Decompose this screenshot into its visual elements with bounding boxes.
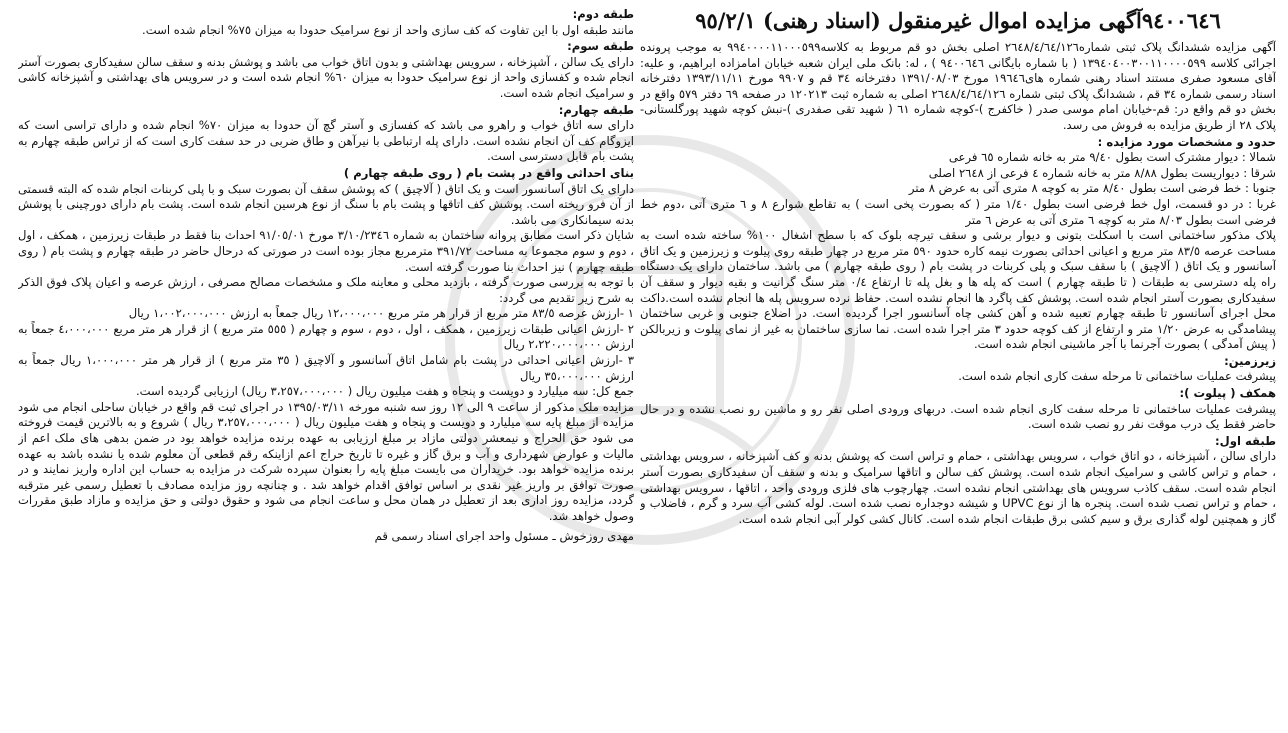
third-floor-heading: طبقه سوم:: [567, 39, 634, 54]
ground-floor-heading: همکف ( پیلوت ):: [1179, 386, 1276, 401]
third-floor-text: دارای یک سالن ، آشپزخانه ، سرویس بهداشتی و بدون اتاق خواب می باشد و پوشش بدنه و سقف سالن سفیدکاری بصورت آستر انجام شده و کفسازی واحد از نوع سرامیک حدودا به میزان ٦٠% انجام شده است و در سرویس های بهداشتی و آشپزخانه کاشی و سرامیک انجام شده است.: [18, 54, 634, 100]
auction-terms: مزایده ملک مذکور از ساعت ٩ الی ١٢ روز سه شنبه مورخه ١٣٩٥/٠٣/١١ در اجرای ثبت قم واقع در خیابان ساحلی انجام می شود مزایده از مبلغ پایه سه میلیارد و دویست و پنجاه و هفت میلیون ریال ( ٣،٢٥٧،٠٠٠،٠٠٠ ریال ) شروع و به بالاترین قیمت فروخته می شود حق الحراج و نیمعشر دولتی مازاد بر مبلغ ارزیابی به عهده برنده مزایده خواهد بود در ضمن بدهی های ملک اعم از مالیات و عوارض شهرداری و آب و برق گاز و غیره تا تاریخ حراج اعم ازاینکه رقم قطعی آن معلوم شده یا نشده باشد به عهده برنده مزایده خواهد بود. خریداران می بایست مبلغ پایه را بعنوان سپرده شرکت در مزایده به حساب این اداره واریز نمایند و در صورت توافق بر واریز غیر نقدی بر اساس توافق اقدام خواهد شد . و چنانچه روز مزایده مصادف با تعطیل رسمی غیر مترقبه گردد، مزایده روز اداری بعد از تعطیل در همان محل و ساعت انجام می شود و حقوق دولتی و حق مزایده و مازاد طبق مقررات وصول خواهد شد.: [18, 399, 634, 523]
valuation-intro: با توجه به بررسی صورت گرفته ، بازدید محلی و معاینه ملک و مشخصات مصالح مصرفی ، ارزش عرصه و اعیان پلاک فوق الذکر به شرح زیر تقدیم می گردد:: [18, 275, 634, 305]
roof-text: دارای یک اتاق آسانسور است و یک اتاق ( آلاچیق ) که پوشش سقف آن بصورت سبک و با پلی کربنات انجام شده که البته قسمتی از آن فرو ریخته است. پوشش کف اتاقها و پشت بام با سنگ از نوع هرسین انجام شده است. پشت بام دارای دورچینی با پوشش بدنه سیمانکاری می باشد.: [18, 181, 634, 227]
first-floor-text: دارای سالن ، آشپزخانه ، دو اتاق خواب ، سرویس بهداشتی ، حمام و تراس است که پوشش بدنه و کف آشپزخانه ، سرویس بهداشتی ، حمام و تراس کاشی و سرامیک انجام شده است. پوشش کف سالن و اتاقها سرامیک و بدنه و سقف آن سفیدکاری بصورت آستر انجام شده است. سقف کاذب سرویس های بهداشتی انجام نشده است. چهارچوب های فلزی ورودی واحد ، اتاقها ، سرویس بهداشتی ، حمام و تراس نصب شده است. پنجره ها از نوع UPVC و شیشه دوجداره نصب شده است. لوله کشی آب سرد و گرم ، فاضلاب و گاز و همچنین لوله گذاری برق و سیم کشی برق طبقات انجام شده است. کانال کشی کولر آبی انجام شده است.: [640, 449, 1276, 526]
notice-title: ٩٤٠٠٦٤٦آگهی مزایده اموال غیرمنقول (اسناد رهنی) ٩٥/٢/١: [695, 8, 1221, 33]
bound-south: جنوبا : خط فرضی است بطول ٨/٤٠ متر به کوچه ٨ متری آتی به عرض ٨ متر: [908, 181, 1276, 196]
valuation-item-2: ٢ -ارزش اعیانی طبقات زیرزمین ، همکف ، اول ، دوم ، سوم و چهارم ( ٥٥٥ متر مربع ) از قرار هر متر مربع ٤،٠٠٠،٠٠٠ جمعاً به ارزش ٢،٢٢٠،٠٠٠،٠٠٠ ریال: [18, 321, 634, 352]
intro-paragraph: آگهی مزایده ششدانگ پلاک ثبتی شماره٢٦٤٨/٤/٦٤/١٢٦ اصلی بخش دو قم مربوط به کلاسه٩٩٤٠٠٠٠١١٠٠٠٥٩٩ به موجب پرونده اجرائی کلاسه ١٣٩٤٠٤٠٠٣٠٠١١٠٠٠٠٥٩٩ ( با شماره بایگانی ٩٤٠٠٦٤٦ ) ، له: بانک ملی ایران شعبه خیابان امامزاده ابراهیم، و علیه: آقای مسعود صفری مستند اسناد رهنی شماره های١٩٦٤٦ مورخ ١٣٩١/٠٨/٠٣ دفترخانه ٣٤ قم و ٩٩٠٧ مورخ ١٣٩٣/١١/١١ دفترخانه اسناد رسمی شماره ٣٤ قم ، ششدانگ پلاک ثبتی شماره ٢٦٤٨/٤/٦٤/١٢٦ اصلی به شماره ثبت ١٢٠٢١٣ در صفحه ٦٩ دفتر ٥٧٩ واقع در بخش دو قم واقع در: قم-خیابان امام موسی صدر ( خاکفرج )-کوچه شماره ٦١ ( شهید تقی صفدری )-نبش کوچه شهید پورگلستانی-پلاک ٢٨ از طریق مزایده به فروش می رسد.: [640, 40, 1276, 132]
valuation-total: جمع کل: سه میلیارد و دویست و پنجاه و هفت میلیون ریال ( ٣،٢٥٧،٠٠٠،٠٠٠ ریال) ارزیابی گردیده است.: [135, 384, 634, 399]
ground-floor-text: پیشرفت عملیات ساختمانی تا مرحله سفت کاری انجام شده است. دربهای ورودی اصلی نفر رو و ماشین رو نصب نشده و در حال حاضر فقط یک درب موقت نفر رو نصب شده است.: [640, 401, 1276, 432]
fourth-floor-text: دارای سه اتاق خواب و راهرو می باشد که کفسازی و آستر گچ آن حدودا به میزان ٧٠% انجام شده و دارای تراسی است که ایزوگام کف آن انجام نشده است. دارای پله ارتباطی با نیرآهن و طاق ضربی در حد سفت کاری است که از تراس طبقه چهارم به پشت بام قابل دسترسی است.: [18, 118, 634, 164]
first-floor-heading: طبقه اول:: [1215, 433, 1276, 448]
second-floor-heading: طبقه دوم:: [572, 7, 634, 21]
building-description: پلاک مذکور ساختمانی است با اسکلت بتونی و دیوار برشی و سقف تیرچه بلوک که با سطح اشغال ١٠٠% ساخته شده است به مساحت عرصه ٨٣/٥ متر مربع و اعیانی احداثی بصورت نیمه کاره حدود ٥٩٠ متر مربع در چهار طبقه روی پیلوت و زیرزمین و یک اتاق آسانسور و یک اتاق ( آلاچیق ) با سقف سبک و پلی کربنات در پشت بام ( روی طبقه چهارم ) می باشد. ساختمان دارای یک دستگاه راه پله دسترسی به طبقات ( تا طبقه چهارم ) است که پله ها و بغل پله تا ارتفاع ٠/٤ متر سنگ گرانیت و بقیه دیوار و سقف آن سفیدکاری بصورت آستر انجام شده است. پوشش کف پاگرد ها انجام نشده است. حفاظ نرده سرویس پله ها انجام نشده است.داکت محل اجرای آسانسور تا طبقه چهارم تعبیه شده و آهن کشی چاه آسانسور اجرا گردیده است. در اضلاع جنوبی و غربی ساختمان پیشامدگی به عرض ١/٢٠ متر و ارتفاع از کف کوچه حدود ٣ متر اجرا شده است. نما سازی ساختمان به غیر از نمای پیلوت و زیربالکن ( پیش آمدگی ) بصورت آجرنما با آجر ماشینی انجام شده است.: [640, 228, 1276, 352]
valuation-item-3: ٣ -ارزش اعیانی احداثی در پشت بام شامل اتاق آسانسور و آلاچیق ( ٣٥ متر مربع ) از قرار هر متر ١،٠٠٠،٠٠٠ ریال جمعاً به ارزش ٣٥،٠٠٠،٠٠٠ ریال: [18, 353, 634, 383]
roof-heading: بنای احداثی واقع در پشت بام ( روی طبقه چهارم ): [343, 165, 634, 180]
fourth-floor-heading: طبقه چهارم:: [558, 102, 634, 117]
basement-heading: زیرزمین:: [1224, 353, 1276, 368]
bounds-heading: حدود و مشخصات مورد مزایده :: [1097, 134, 1276, 149]
bound-east: شرقا : دیواریست بطول ٨/٨٨ متر به خانه شماره ٤ فرعی از ٢٦٤٨ اصلی: [928, 165, 1276, 180]
signature: مهدی روزخوش ـ مسئول واحد اجرای اسناد رسمی قم: [374, 528, 634, 543]
bound-north: شمالا : دیوار مشترک است بطول ٩/٤٠ متر به خانه شماره ٦٥ فرعی: [948, 150, 1276, 165]
bound-west: غربا : در دو قسمت، اول خط فرضی است بطول ١/٤٠ متر ( که بصورت پخی است ) به تقاطع شوارع ٨ و ٦ متری آتی ،دوم خط فرضی است بطول ٨/٠٣ متر به کوچه ٦ متری آتی به عرض ٦ متر: [640, 196, 1276, 227]
permit-paragraph: شایان ذکر است مطابق پروانه ساختمان به شماره ٣/١٠/٢٣٤٦ مورخ ٩١/٠٥/٠١ احداث بنا فقط در طبقات زیرزمین ، همکف ، اول ، دوم و سوم مجموعا به مساحت ٣٩١/٧٢ مترمربع مجاز بوده است در صورتی که درحال حاضر در طبقه چهارم و پشت بام ( روی طبقه چهارم ) نیز احداث بنا صورت گرفته است.: [18, 228, 634, 274]
valuation-item-1: ١ -ارزش عرصه ٨٣/٥ متر مربع از قرار هر متر مربع ١٢،٠٠٠،٠٠٠ ریال جمعاً به ارزش ١،٠٠٢،٠٠٠،٠٠٠ ریال: [128, 306, 634, 321]
basement-text: پیشرفت عملیات ساختمانی تا مرحله سفت کاری انجام شده است.: [958, 369, 1276, 384]
right-column: [640, 6, 1276, 729]
second-floor-text: مانند طبقه اول با این تفاوت که کف سازی واحد از نوع سرامیک حدودا به میزان ٧٥% انجام شده است.: [142, 22, 634, 37]
left-column: [18, 6, 634, 729]
